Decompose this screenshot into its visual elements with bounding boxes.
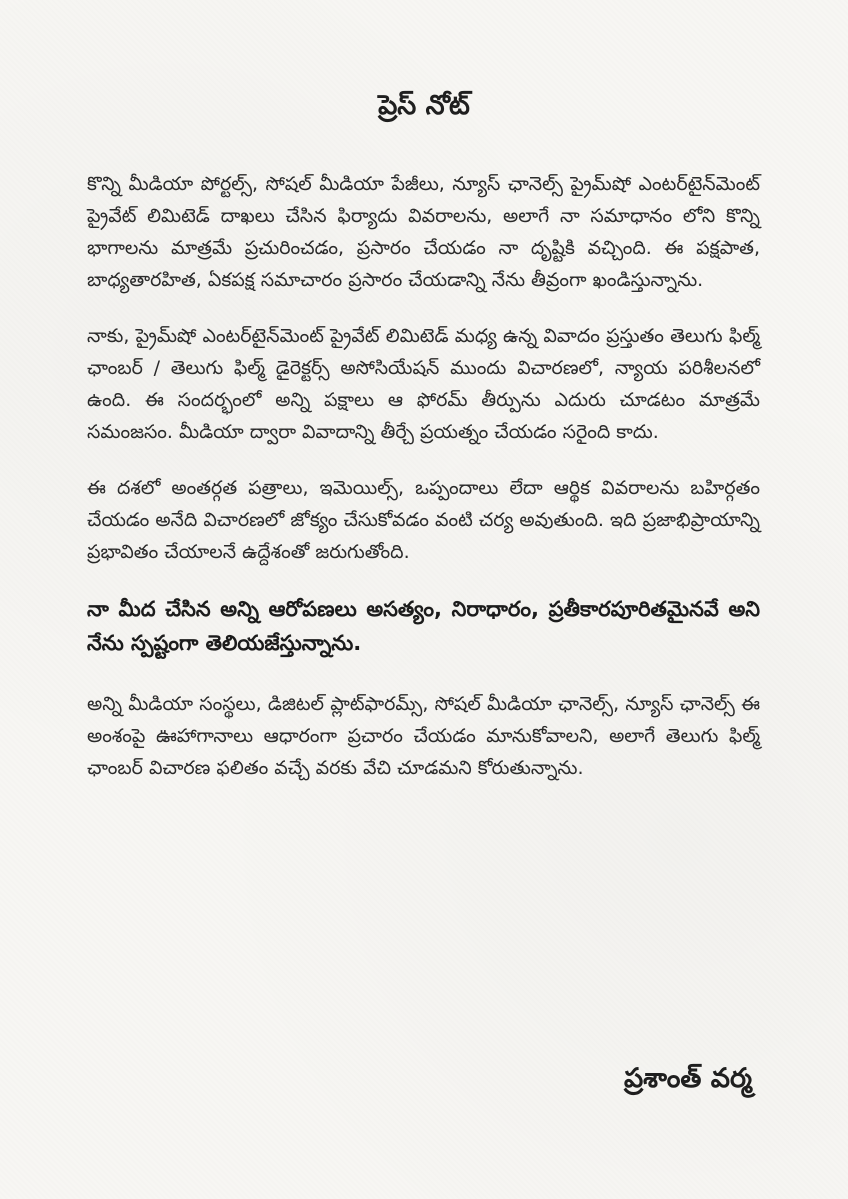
document-body xyxy=(87,168,760,808)
signature-name: ప్రశాంత్ వర్మ xyxy=(623,1063,752,1094)
paragraph-1: కొన్ని మీడియా పోర్టల్స్, సోషల్ మీడియా పేజీలు, న్యూస్ ఛానెల్స్ ప్రైమ్‌షో ఎంటర్‌టైన్‌మెంట్ ప్రైవేట్ లిమిటెడ్ దాఖలు చేసిన ఫిర్యాదు వివరాలను, అలాగే నా సమాధానం లోని కొన్ని భాగాలను మాత్రమే ప్రచురించడం, ప్రసారం చేయడం నా దృష్టికి వచ్చింది. ఈ పక్షపాత, బాధ్యతారహిత, ఏకపక్ష సమాచారం ప్రసారం చేయడాన్ని నేను తీవ్రంగా ఖండిస్తున్నాను. xyxy=(87,173,760,291)
paragraph-3: ఈ దశలో అంతర్గత పత్రాలు, ఇమెయిల్స్, ఒప్పందాలు లేదా ఆర్థిక వివరాలను బహిర్గతం చేయడం అనేది విచారణలో జోక్యం చేసుకోవడం వంటి చర్య అవుతుంది. ఇది ప్రజాభిప్రాయాన్ని ప్రభావితం చేయాలనే ఉద్దేశంతో జరుగుతోంది. xyxy=(87,477,760,563)
emphasized-statement: నా మీద చేసిన అన్ని ఆరోపణలు అసత్యం, నిరాధారం, ప్రతీకారపూరితమైనవే అని నేను స్పష్టంగా తెలియజేస్తున్నాను. xyxy=(87,597,760,655)
paragraph-2: నాకు, ప్రైమ్‌షో ఎంటర్‌టైన్‌మెంట్ ప్రైవేట్ లిమిటెడ్ మధ్య ఉన్న వివాదం ప్రస్తుతం తెలుగు ఫిల్మ్ ఛాంబర్ / తెలుగు ఫిల్మ్ డైరెక్టర్స్ అసోసియేషన్ ముందు విచారణలో, న్యాయ పరిశీలనలో ఉంది. ఈ సందర్భంలో అన్ని పక్షాలు ఆ ఫోరమ్ తీర్పును ఎదురు చూడటం మాత్రమే సమంజసం. మీడియా ద్వారా వివాదాన్ని తీర్చే ప్రయత్నం చేయడం సరైంది కాదు. xyxy=(87,325,760,443)
paragraph-5: అన్ని మీడియా సంస్థలు, డిజిటల్ ప్లాట్‌ఫారమ్స్, సోషల్ మీడియా ఛానెల్స్, న్యూస్ ఛానెల్స్ ఈ అంశంపై ఊహాగానాలు ఆధారంగా ప్రచారం చేయడం మానుకోవాలని, అలాగే తెలుగు ఫిల్మ్ ఛాంబర్ విచారణ ఫలితం వచ్చే వరకు వేచి చూడమని కోరుతున్నాను. xyxy=(87,693,760,779)
page-title: ప్రెస్ నోట్ xyxy=(378,90,470,121)
